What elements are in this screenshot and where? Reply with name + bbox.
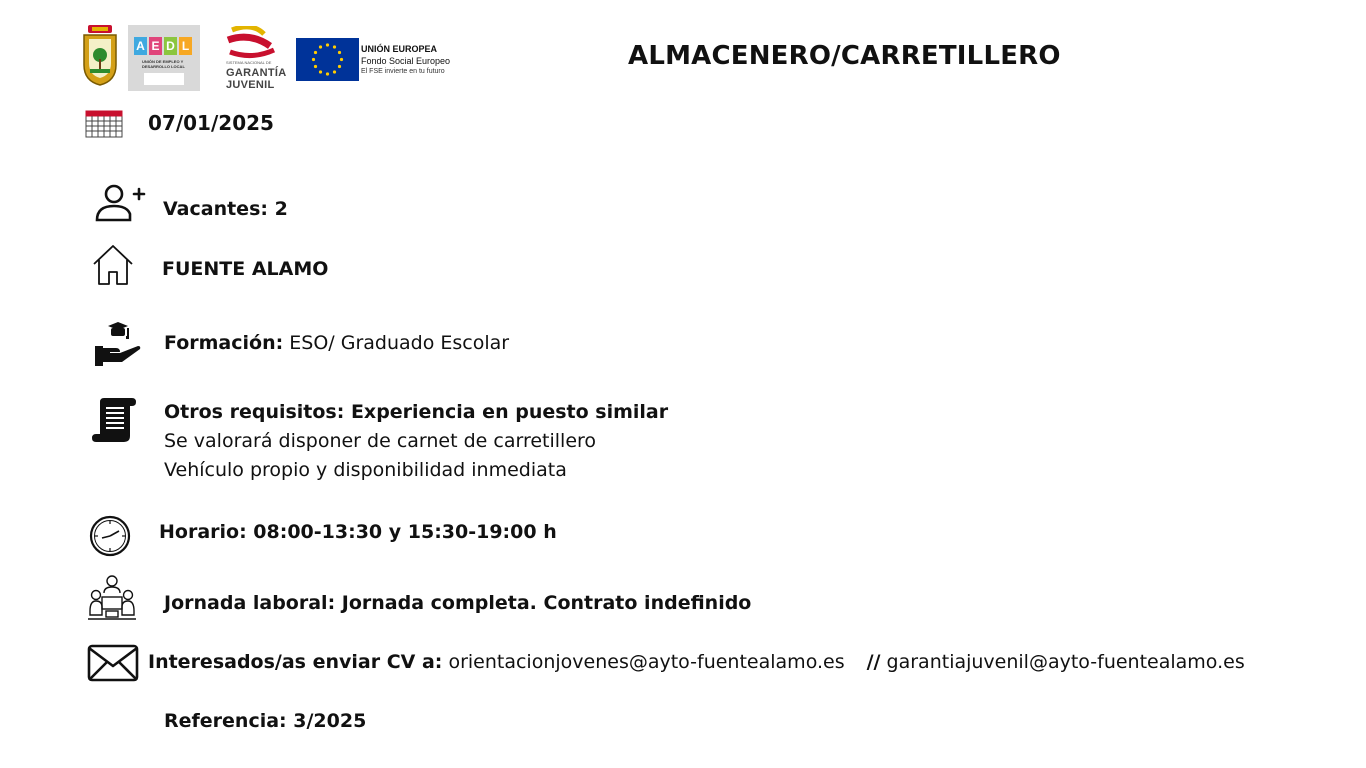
scroll-icon xyxy=(92,398,136,444)
contacto-email-1[interactable]: orientacionjovenes@ayto-fuentealamo.es xyxy=(442,651,845,673)
horario-label: Horario: 08:00-13:30 y 15:30-19:00 h xyxy=(159,521,557,543)
formacion-label: Formación: xyxy=(164,332,284,354)
eu-name: UNIÓN EUROPEA xyxy=(361,44,438,54)
contacto-separator: // xyxy=(866,651,881,673)
location-label: FUENTE ALAMO xyxy=(162,258,329,280)
aedl-letter-e: E xyxy=(149,37,162,55)
house-icon xyxy=(92,244,134,286)
aedl-letter-l: L xyxy=(179,37,192,55)
requisitos-heading: Otros requisitos: Experiencia en puesto similar xyxy=(164,401,669,423)
eu-flag-logo xyxy=(296,38,359,81)
garantia-line1: SISTEMA NACIONAL DE xyxy=(226,60,272,65)
eu-tagline: El FSE invierte en tu futuro xyxy=(361,68,445,75)
contacto-email-2[interactable]: garantiajuvenil@ayto-fuentealamo.es xyxy=(880,651,1245,673)
aedl-letter-a: A xyxy=(134,37,147,55)
garantia-line3: JUVENIL xyxy=(226,79,275,91)
garantia-line2: GARANTÍA xyxy=(226,67,287,79)
requisitos-line-1: Se valorará disponer de carnet de carretillero xyxy=(164,430,597,452)
referencia-label: Referencia: 3/2025 xyxy=(164,710,367,732)
meeting-icon xyxy=(86,575,138,623)
formacion-line xyxy=(164,332,509,354)
calendar-icon xyxy=(84,107,124,139)
contacto-label: Interesados/as enviar CV a: xyxy=(148,651,443,673)
contacto-line xyxy=(148,651,1245,673)
jornada-label: Jornada laboral: Jornada completa. Contrato indefinido xyxy=(164,592,752,614)
aedl-logo xyxy=(128,25,200,91)
requisitos-line-2: Vehículo propio y disponibilidad inmediata xyxy=(164,459,567,481)
eu-fund: Fondo Social Europeo xyxy=(361,56,451,66)
garantia-juvenil-logo xyxy=(222,26,287,92)
envelope-icon xyxy=(87,644,139,682)
municipal-coat-of-arms-logo xyxy=(82,25,118,87)
graduation-hand-icon xyxy=(94,320,142,366)
add-user-icon xyxy=(94,184,146,222)
aedl-caption: UNIÓN DE EMPLEO Y DESARROLLO LOCAL xyxy=(142,59,185,69)
clock-icon xyxy=(89,515,131,557)
page-title: ALMACENERO/CARRETILLERO xyxy=(628,41,1061,71)
vacantes-label: Vacantes: 2 xyxy=(163,198,288,220)
publication-date: 07/01/2025 xyxy=(148,111,274,135)
aedl-letter-d: D xyxy=(164,37,177,55)
formacion-value: ESO/ Graduado Escolar xyxy=(283,332,510,354)
